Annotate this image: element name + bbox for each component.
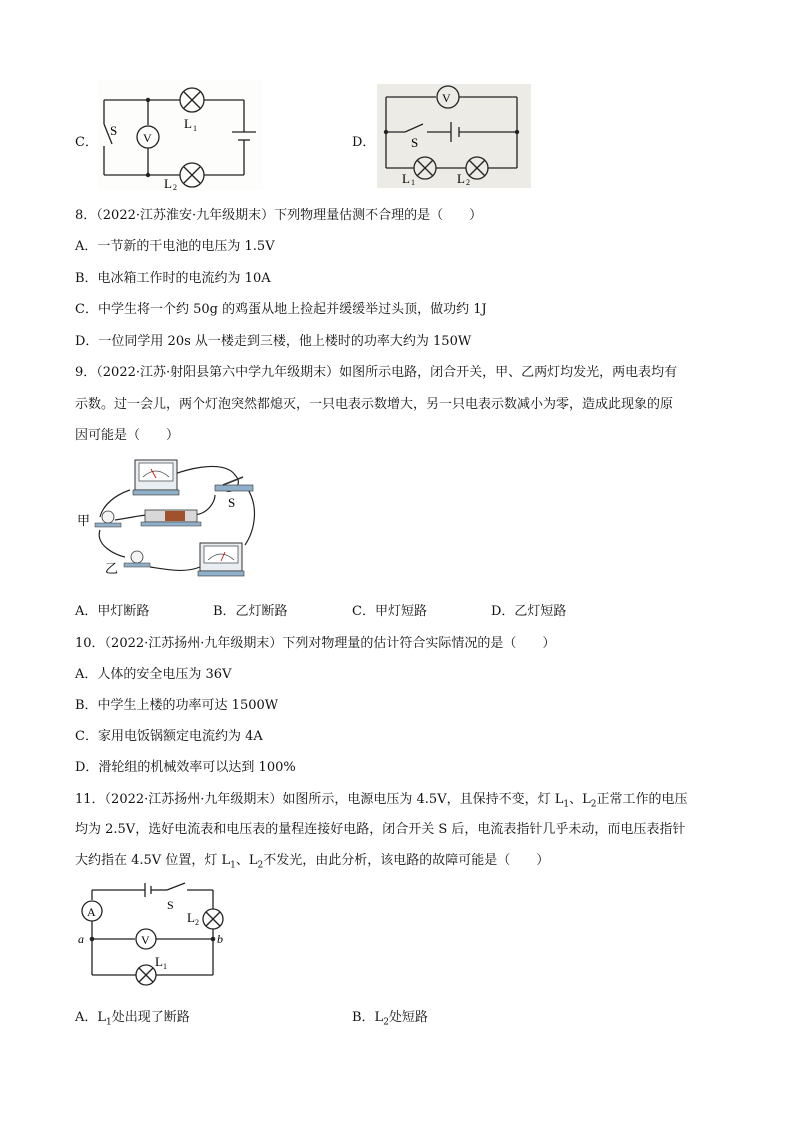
q10-option-a: A．人体的安全电压为 36V: [75, 667, 232, 682]
q10-stem: 10．（2022·江苏扬州·九年级期末）下列对物理量的估计符合实际情况的是（ ）: [75, 636, 556, 651]
ammeter-label: A: [87, 905, 96, 919]
point-a-label: a: [78, 932, 84, 946]
option-c-label: C．: [75, 135, 98, 150]
lamp2-label: L: [187, 910, 195, 925]
switch-label: S: [167, 898, 174, 912]
q8-option-b: B．电冰箱工作时的电流约为 10A: [75, 271, 271, 286]
q10-option-d: D．滑轮组的机械效率可以达到 100%: [75, 760, 296, 775]
circuit-diagram-d: [377, 84, 531, 188]
q9-option-c: C．甲灯短路: [352, 604, 427, 619]
lamp1-sub: 1: [193, 124, 197, 133]
q9-option-a: A．甲灯断路: [75, 604, 150, 619]
q9-option-b: B．乙灯断路: [213, 604, 288, 619]
voltmeter-label: V: [143, 131, 152, 145]
circuit-photo-q9: [75, 455, 265, 585]
lamp-jia-label: 甲: [77, 513, 91, 528]
lamp1-label: L: [402, 171, 410, 186]
lamp2-label: L: [457, 171, 465, 186]
lamp1-sub: 1: [411, 178, 415, 187]
q9-option-d: D．乙灯短路: [491, 604, 567, 619]
q8-stem: 8．（2022·江苏淮安·九年级期末）下列物理量估测不合理的是（ ）: [75, 208, 483, 223]
q8-option-c: C．中学生将一个约 50g 的鸡蛋从地上捡起并缓缓举过头顶，做功约 1J: [75, 302, 487, 317]
q11-option-b: B．$L_2$处短路: [352, 1010, 428, 1028]
q11-option-a: A．$L_1$处出现了断路: [75, 1010, 190, 1028]
q9-stem-line2: 示数。过一会儿，两个灯泡突然都熄灭，一只电表示数增大，另一只电表示数减小为零，造成此现象的原: [75, 397, 674, 412]
q11-stem-line2: 均为 2.5V，选好电流表和电压表的量程连接好电路，闭合开关 S 后，电流表指针几乎未动，而电压表指针: [75, 822, 686, 837]
voltmeter-label: V: [442, 91, 451, 105]
circuit-diagram-q11: [75, 882, 235, 990]
lamp2-label: L: [164, 176, 172, 190]
lamp1-label: L: [184, 116, 192, 131]
q9-stem-line1: 9．（2022·江苏·射阳县第六中学九年级期末）如图所示电路，闭合开关，甲、乙两灯均发光，两电表均有: [75, 365, 678, 380]
switch-label: S: [110, 123, 118, 138]
lamp1-sub: 1: [163, 962, 167, 971]
lamp2-sub: 2: [195, 918, 199, 927]
q10-option-b: B．中学生上楼的功率可达 1500W: [75, 698, 279, 713]
q11-stem-line3: 大约指在 4.5V 位置，灯 $L_1$、$L_2$不发光，由此分析，该电路的故障可能是（ ）: [75, 853, 550, 871]
switch-label: S: [411, 135, 419, 150]
q11-stem-line1: 11．（2022·江苏扬州·九年级期末）如图所示，电源电压为 4.5V，且保持不变，灯 $L_1$、$L_2$正常工作的电压: [75, 792, 688, 810]
q8-option-a: A．一节新的干电池的电压为 1.5V: [75, 239, 275, 254]
lamp-yi-label: 乙: [105, 561, 119, 576]
q8-option-d: D．一位同学用 20s 从一楼走到三楼，他上楼时的功率大约为 150W: [75, 334, 472, 349]
q10-option-c: C．家用电饭锅额定电流约为 4A: [75, 729, 263, 744]
point-b-label: b: [217, 932, 223, 946]
lamp2-sub: 2: [173, 183, 177, 190]
switch-label: S: [228, 495, 236, 510]
lamp1-label: L: [155, 954, 163, 969]
option-d-label: D．: [352, 135, 376, 150]
voltmeter-label: V: [141, 933, 150, 947]
q9-stem-line3: 因可能是（ ）: [75, 428, 180, 443]
lamp2-sub: 2: [466, 178, 470, 187]
circuit-diagram-c: [98, 80, 263, 190]
